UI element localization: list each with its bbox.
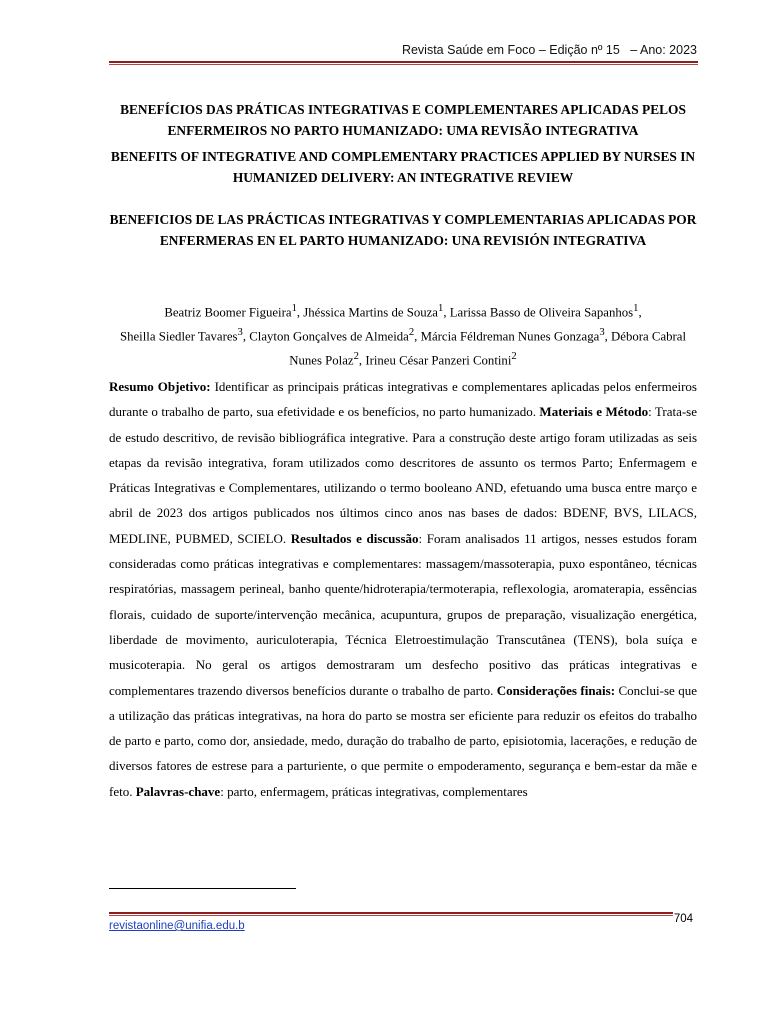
author-list: Beatriz Boomer Figueira$^1$, Jhéssica Martins de Souza$^1$, Larissa Basso de Oliveira Sapanhos$^1$, Sheilla Siedler Tavares$^3$, Clayton Gonçalves de Almeida$^2$, Márcia Féldreman Nunes Gonzaga$^3$, Débora Cabral Nunes Polaz$^2$, Irineu César Panzeri Contini$^2$	[119, 303, 687, 367]
contact-email-link[interactable]: revistaonline@unifia.edu.b	[109, 920, 245, 932]
author-name: Márcia Féldreman Nunes Gonzaga	[420, 329, 600, 344]
author-affiliation: 2	[353, 350, 359, 362]
keywords-label: Palavras-chave	[135, 783, 221, 799]
author-name: Irineu César Panzeri Contini	[365, 352, 512, 367]
journal-header: Revista Saúde em Foco – Edição nº 15 – Ano: 2023	[401, 43, 697, 57]
title-english: BENEFITS OF INTEGRATIVE AND COMPLEMENTARY PRACTICES APPLIED BY NURSES IN HUMANIZED DELIVERY: AN INTEGRATIVE REVIEW	[110, 149, 696, 185]
header-rule	[109, 61, 698, 65]
title-portuguese: BENEFÍCIOS DAS PRÁTICAS INTEGRATIVAS E COMPLEMENTARES APLICADAS PELOS ENFERMEIROS NO PARTO HUMANIZADO: UMA REVISÃO INTEGRATIVA	[120, 102, 686, 138]
methods-text: : Trata-se de estudo descritivo, de revisão bibliográfica integrative. Para a construção deste artigo foram utilizadas as seis etapas da revisão integrativa, foram utilizados como descritores de assunto os termos Parto; Enfermagem e Práticas Integrativas e Complementares, utilizando o termo booleano AND, efetuando uma busca entre março e abril de 2023 dos artigos publicados nos últimos cinco anos nas bases de dados: BDENF, BVS, LILACS, MEDLINE, PUBMED, SCIELO.	[109, 404, 698, 546]
author-name: Clayton Gonçalves de Almeida	[249, 329, 409, 344]
author-name: Jhéssica Martins de Souza	[303, 305, 438, 320]
methods-label: Materiais e Método	[539, 404, 649, 420]
author-affiliation: 2	[511, 350, 517, 362]
author-name: Beatriz Boomer Figueira	[164, 305, 292, 320]
author-affiliation: 1	[633, 303, 639, 314]
author-name: Larissa Basso de Oliveira Sapanhos	[449, 305, 634, 320]
objective-label: Resumo Objetivo:	[109, 379, 211, 394]
results-label: Resultados e discussão	[290, 530, 419, 546]
author-affiliation: 1	[438, 303, 444, 314]
results-text: : Foram analisados 11 artigos, nesses estudos foram consideradas como práticas integrativas e complementares: massagem/massoterapia, puxo espontâneo, técnicas respiratórias, massagem perineal, banho quente/hidroterapia/termoterapia, reflexologia, aromaterapia, essências florais, cuidado de suporte/intervenção mecânica, acupuntura, grupos de preparação, visualização energética, liberdade de movimento, auriculoterapia, Técnica Eletroestimulação Transcutânea (TENS), bola suíça e musicoterapia. No geral os artigos demostraram um desfecho positivo das práticas integrativas e complementares trazendo diversos benefícios durante o trabalho de parto.	[109, 530, 697, 698]
footer-rule	[109, 912, 673, 916]
footnote-separator	[109, 888, 296, 889]
title-spanish: BENEFICIOS DE LAS PRÁCTICAS INTEGRATIVAS Y COMPLEMENTARIAS APLICADAS POR ENFERMERAS EN EL PARTO HUMANIZADO: UNA REVISIÓN INTEGRATIVA	[109, 212, 697, 248]
conclusion-label: Considerações finais:	[496, 682, 616, 698]
titles-block	[105, 100, 701, 251]
author-affiliation: 3	[237, 326, 243, 338]
page-number: 704	[673, 913, 693, 925]
author-affiliation: 2	[408, 326, 415, 338]
author-affiliation: 3	[599, 326, 605, 338]
keywords-text: : parto, enfermagem, práticas integrativas, complementares	[220, 783, 528, 799]
author-affiliation: 1	[291, 303, 297, 314]
objective-text: Identificar as principais práticas integrativas e complementares aplicadas pelos enfermeiros durante o trabalho de parto, sua efetividade e os benefícios, no parto humanizado.	[109, 379, 697, 420]
conclusion-text: Conclui-se que a utilização das práticas integrativas, na hora do parto se mostra ser eficiente para reduzir os efeitos do trabalho de parto e parto, como dor, ansiedade, medo, duração do trabalho de parto, episiotomia, lacerações, e redução de diversos fatores de estrese para a parturiente, o que permite o empoderamento, segurança e bem-estar da mãe e feto.	[109, 682, 697, 799]
author-name: Sheilla Siedler Tavares	[119, 329, 238, 344]
abstract	[109, 374, 697, 804]
author-name: Débora Cabral Nunes Polaz	[289, 329, 687, 367]
